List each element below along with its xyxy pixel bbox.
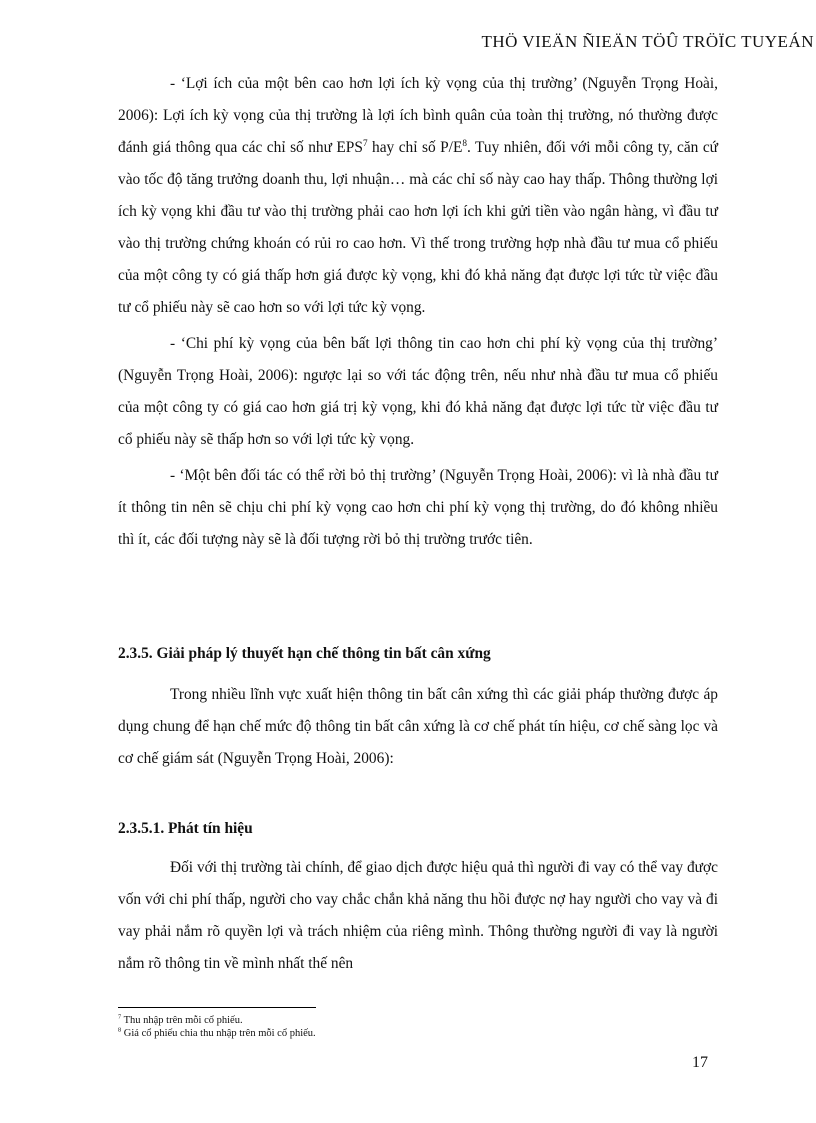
bullet-text: hay chỉ số P/E xyxy=(367,139,463,156)
footnote-text: Thu nhập trên mỗi cổ phiếu. xyxy=(123,1015,243,1026)
paragraph: Trong nhiều lĩnh vực xuất hiện thông tin bất cân xứng thì các giải pháp thường được áp dụng chung để hạn chế mức độ thông tin bất cân xứng là cơ chế phát tín hiệu, cơ chế sàng lọc và cơ chế giám sát (Nguyễn Trọng Hoài, 2006): xyxy=(118,686,718,767)
subsection-heading: 2.3.5.1. Phát tín hiệu xyxy=(118,820,253,837)
footnotes xyxy=(118,1014,316,1040)
footnote-divider xyxy=(118,1007,316,1008)
bullet-item: - ‘Chi phí kỳ vọng của bên bất lợi thông tin cao hơn chi phí kỳ vọng của thị trường’ (Nguyễn Trọng Hoài, 2006): ngược lại so với tác động trên, nếu như nhà đầu tư mua cổ phiếu của một công ty có giá cao hơn giá trị kỳ vọng, khi đó khả năng đạt được lợi tức từ việc đầu tư cổ phiếu này sẽ thấp hơn so với lợi tức kỳ vọng. xyxy=(118,335,718,448)
footnote-number: 8 xyxy=(118,1026,122,1034)
bullet-text: . Tuy nhiên, đối với mỗi công ty, căn cứ vào tốc độ tăng trưởng doanh thu, lợi nhuận… mà các chỉ số này cao hay thấp. Thông thường lợi ích kỳ vọng khi đầu tư vào thị trường phải cao hơn lợi ích khi gửi tiền vào ngân hàng, vì đầu tư vào thị trường chứng khoán có rủi ro cao hơn. Vì thế trong trường hợp nhà đầu tư mua cổ phiếu của một công ty có giá thấp hơn giá được kỳ vọng, khi đó khả năng đạt được lợi tức từ việc đầu tư cổ phiếu này sẽ cao hơn so với lợi tức kỳ vọng. xyxy=(118,139,718,316)
footnote xyxy=(118,1014,316,1027)
footnote xyxy=(118,1027,316,1040)
footnote-ref[interactable]: 8 xyxy=(462,137,467,148)
section-heading: 2.3.5. Giải pháp lý thuyết hạn chế thông tin bất cân xứng xyxy=(118,645,491,662)
bullet-item xyxy=(118,68,718,324)
paragraph: Đối với thị trường tài chính, để giao dịch được hiệu quả thì người đi vay có thể vay được vốn với chi phí thấp, người cho vay chắc chắn khả năng thu hồi được nợ hay người cho vay và đi vay phải nắm rõ quyền lợi và trách nhiệm của riêng mình. Thông thường người đi vay là người nắm rõ thông tin về mình nhất thế nên xyxy=(118,859,718,972)
footnote-ref[interactable]: 7 xyxy=(362,137,368,148)
page-number: 17 xyxy=(692,1054,708,1071)
footnote-number: 7 xyxy=(118,1013,122,1021)
bullet-text: - ‘Lợi ích của một bên cao hơn lợi ích kỳ vọng của thị trường’ (Nguyễn Trọng Hoài, 2006): Lợi ích kỳ vọng của thị trường là lợi ích bình quân của toàn thị trường, nó thường được đánh giá thông qua các chỉ số như EPS xyxy=(118,75,718,156)
subsection-paragraph xyxy=(118,852,718,980)
footnote-text: Giá cổ phiếu chia thu nhập trên mỗi cổ phiếu. xyxy=(123,1028,316,1039)
bullet-item: - ‘Một bên đối tác có thể rời bỏ thị trường’ (Nguyễn Trọng Hoài, 2006): vì là nhà đầu tư ít thông tin nên sẽ chịu chi phí kỳ vọng cao hơn chi phí kỳ vọng thị trường, do đó không nhiều thì ít, các đối tượng này sẽ là đối tượng rời bỏ thị trường trước tiên. xyxy=(118,467,718,548)
page-header: THÖ VIEÄN ÑIEÄN TÖÛ TRÖÏC TUYEÁN xyxy=(481,32,814,51)
section-paragraph xyxy=(118,679,718,775)
bullet-list xyxy=(118,68,718,556)
